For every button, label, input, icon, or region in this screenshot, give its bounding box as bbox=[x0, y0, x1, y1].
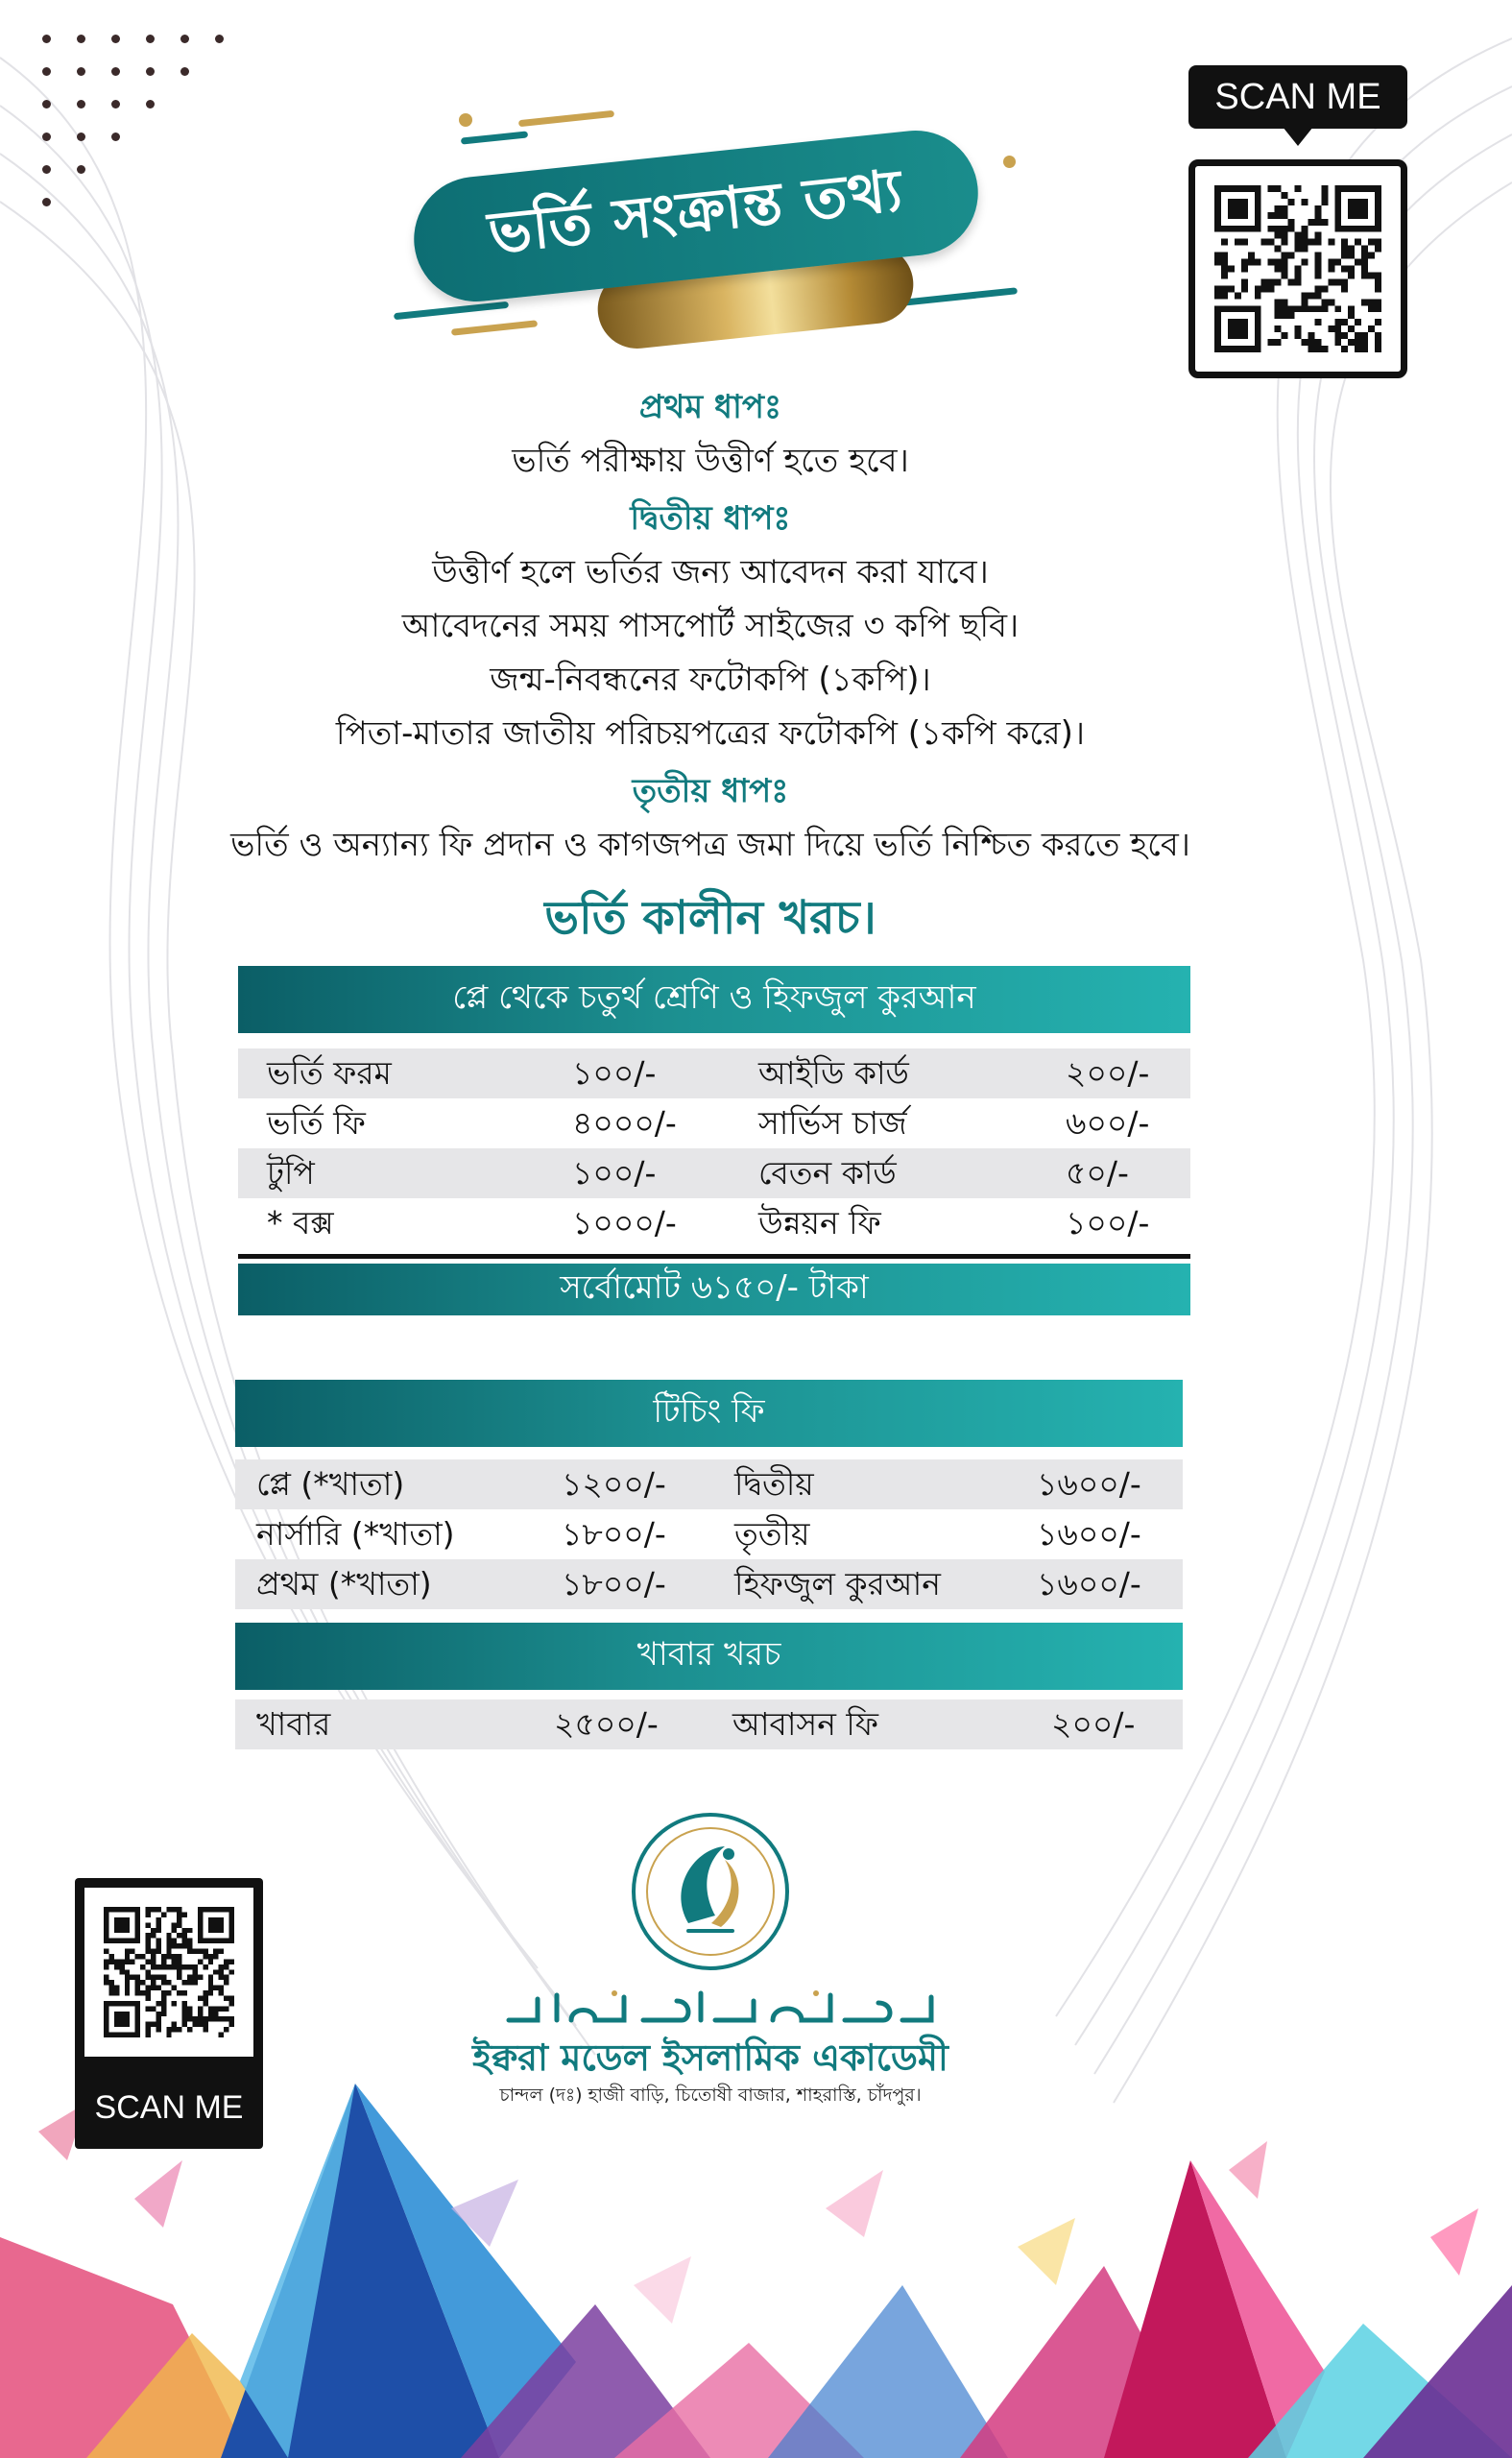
table-row bbox=[235, 1699, 1183, 1749]
item-amount: ১৬০০/- bbox=[1037, 1515, 1141, 1553]
qr-code-icon bbox=[1214, 185, 1381, 352]
table-row bbox=[238, 1148, 1190, 1198]
table-row bbox=[238, 1198, 1190, 1248]
admission-cost-title: ভর্তি কালীন খরচ। bbox=[544, 891, 876, 945]
decorative-dot bbox=[42, 35, 51, 43]
decorative-dot bbox=[77, 67, 85, 76]
qr-code-top[interactable] bbox=[1188, 65, 1407, 382]
decorative-dot bbox=[42, 67, 51, 76]
accent-line bbox=[518, 110, 614, 127]
item-label: আইডি কার্ড bbox=[758, 1054, 909, 1092]
item-amount: ২০০/- bbox=[1051, 1705, 1136, 1743]
item-label: টুপি bbox=[267, 1154, 315, 1192]
item-amount: ১৮০০/- bbox=[562, 1515, 666, 1553]
scan-me-label: SCAN ME bbox=[1188, 65, 1407, 129]
decorative-dot bbox=[42, 133, 51, 141]
item-amount: ৫০/- bbox=[1066, 1154, 1129, 1192]
item-amount: ৪০০০/- bbox=[572, 1104, 677, 1142]
table-divider bbox=[238, 1254, 1190, 1259]
header-ribbon bbox=[384, 96, 1037, 365]
teaching-fee-table bbox=[235, 1459, 1183, 1609]
accent-line bbox=[461, 131, 528, 144]
step-line: আবেদনের সময় পাসপোর্ট সাইজের ৩ কপি ছবি। bbox=[401, 607, 1020, 645]
table-row bbox=[235, 1509, 1183, 1559]
food-cost-header: খাবার খরচ bbox=[235, 1623, 1183, 1690]
item-amount: ১২০০/- bbox=[562, 1465, 666, 1503]
item-label: বেতন কার্ড bbox=[758, 1154, 897, 1192]
table-row bbox=[238, 1048, 1190, 1098]
decorative-dot bbox=[180, 67, 189, 76]
item-label: * বক্স bbox=[267, 1204, 334, 1241]
decorative-dot bbox=[77, 165, 85, 174]
item-label: নার্সারি (*খাতা) bbox=[256, 1515, 455, 1553]
item-label: হিফজুল কুরআন bbox=[734, 1565, 941, 1603]
item-amount: ১৮০০/- bbox=[562, 1565, 666, 1603]
page-title: ভর্তি সংক্রান্ত তথ্য bbox=[485, 157, 906, 268]
step-line: পিতা-মাতার জাতীয় পরিচয়পত্রের ফটোকপি (১কপি করে)। bbox=[335, 714, 1086, 753]
item-label: সার্ভিস চার্জ bbox=[758, 1104, 907, 1142]
academy-name: ইক্বরা মডেল ইসলামিক একাডেমী bbox=[472, 2036, 948, 2079]
decorative-dot bbox=[146, 67, 155, 76]
gold-dot bbox=[1003, 156, 1016, 168]
decorative-dot bbox=[111, 67, 120, 76]
table-row bbox=[235, 1559, 1183, 1609]
decorative-dot bbox=[77, 100, 85, 108]
decorative-dot bbox=[111, 100, 120, 108]
item-label: খাবার bbox=[256, 1705, 331, 1743]
decorative-dot bbox=[42, 100, 51, 108]
scan-tag-arrow bbox=[1283, 127, 1313, 146]
item-label: ভর্তি ফরম bbox=[267, 1054, 392, 1092]
step-line: জন্ম-নিবন্ধনের ফটোকপি (১কপি)। bbox=[490, 661, 931, 699]
step-line: উত্তীর্ণ হলে ভর্তির জন্য আবেদন করা যাবে। bbox=[432, 553, 989, 591]
gold-dot bbox=[459, 113, 472, 127]
item-amount: ১০০০/- bbox=[572, 1204, 677, 1241]
item-amount: ১০০/- bbox=[572, 1054, 657, 1092]
teaching-fee-header: টিচিং ফি bbox=[235, 1380, 1183, 1447]
decorative-dot bbox=[111, 133, 120, 141]
admission-total: সর্বোমোট ৬১৫০/- টাকা bbox=[238, 1264, 1190, 1315]
decorative-dot bbox=[111, 35, 120, 43]
item-label: উন্নয়ন ফি bbox=[758, 1204, 881, 1241]
decorative-dot bbox=[42, 165, 51, 174]
item-amount: ১৬০০/- bbox=[1037, 1465, 1141, 1503]
decorative-dot bbox=[77, 35, 85, 43]
academy-logo-icon bbox=[629, 1810, 792, 1973]
item-amount: ১০০/- bbox=[572, 1154, 657, 1192]
decorative-dot bbox=[180, 35, 189, 43]
decorative-dot bbox=[42, 198, 51, 206]
qr-frame bbox=[1188, 159, 1407, 378]
step-line: ভর্তি পরীক্ষায় উত্তীর্ণ হতে হবে। bbox=[512, 442, 909, 480]
item-amount: ২০০/- bbox=[1066, 1054, 1150, 1092]
item-label: দ্বিতীয় bbox=[734, 1465, 814, 1503]
item-label: তৃতীয় bbox=[734, 1515, 810, 1553]
decorative-dot-grid bbox=[42, 35, 253, 217]
item-amount: ১০০/- bbox=[1066, 1204, 1150, 1241]
item-amount: ১৬০০/- bbox=[1037, 1565, 1141, 1603]
item-label: প্রথম (*খাতা) bbox=[256, 1565, 432, 1603]
item-label: আবাসন ফি bbox=[732, 1705, 878, 1743]
food-cost-table bbox=[235, 1699, 1183, 1749]
decorative-dot bbox=[146, 100, 155, 108]
scan-me-label: SCAN ME bbox=[94, 2088, 244, 2126]
item-amount: ৬০০/- bbox=[1066, 1104, 1150, 1142]
step-heading-first: প্রথম ধাপঃ bbox=[638, 388, 782, 426]
academy-address: চান্দল (দঃ) হাজী বাড়ি, চিতোষী বাজার, শাহরাস্তি, চাঁদপুর। bbox=[499, 2084, 922, 2106]
item-label: প্লে (*খাতা) bbox=[256, 1465, 405, 1503]
admission-cost-table bbox=[238, 1048, 1190, 1248]
admission-table-header: প্লে থেকে চতুর্থ শ্রেণি ও হিফজুল কুরআন bbox=[238, 966, 1190, 1033]
table-row bbox=[238, 1098, 1190, 1148]
decorative-dot bbox=[77, 133, 85, 141]
accent-line bbox=[451, 320, 538, 335]
qr-frame bbox=[84, 1888, 253, 2057]
item-label: ভর্তি ফি bbox=[267, 1104, 366, 1142]
item-amount: ২৫০০/- bbox=[554, 1705, 659, 1743]
step-line: ভর্তি ও অন্যান্য ফি প্রদান ও কাগজপত্র জমা দিয়ে ভর্তি নিশ্চিত করতে হবে। bbox=[230, 826, 1190, 864]
decorative-dot bbox=[146, 35, 155, 43]
qr-code-bottom[interactable] bbox=[75, 1878, 263, 2149]
decorative-dot bbox=[215, 35, 224, 43]
step-heading-third: তৃতীয় ধাপঃ bbox=[632, 772, 789, 810]
arabic-wordmark-icon bbox=[499, 1988, 941, 2028]
table-row bbox=[235, 1459, 1183, 1509]
step-heading-second: দ্বিতীয় ধাপঃ bbox=[630, 499, 791, 538]
qr-code-icon bbox=[104, 1907, 234, 2037]
admission-steps bbox=[144, 380, 1277, 872]
